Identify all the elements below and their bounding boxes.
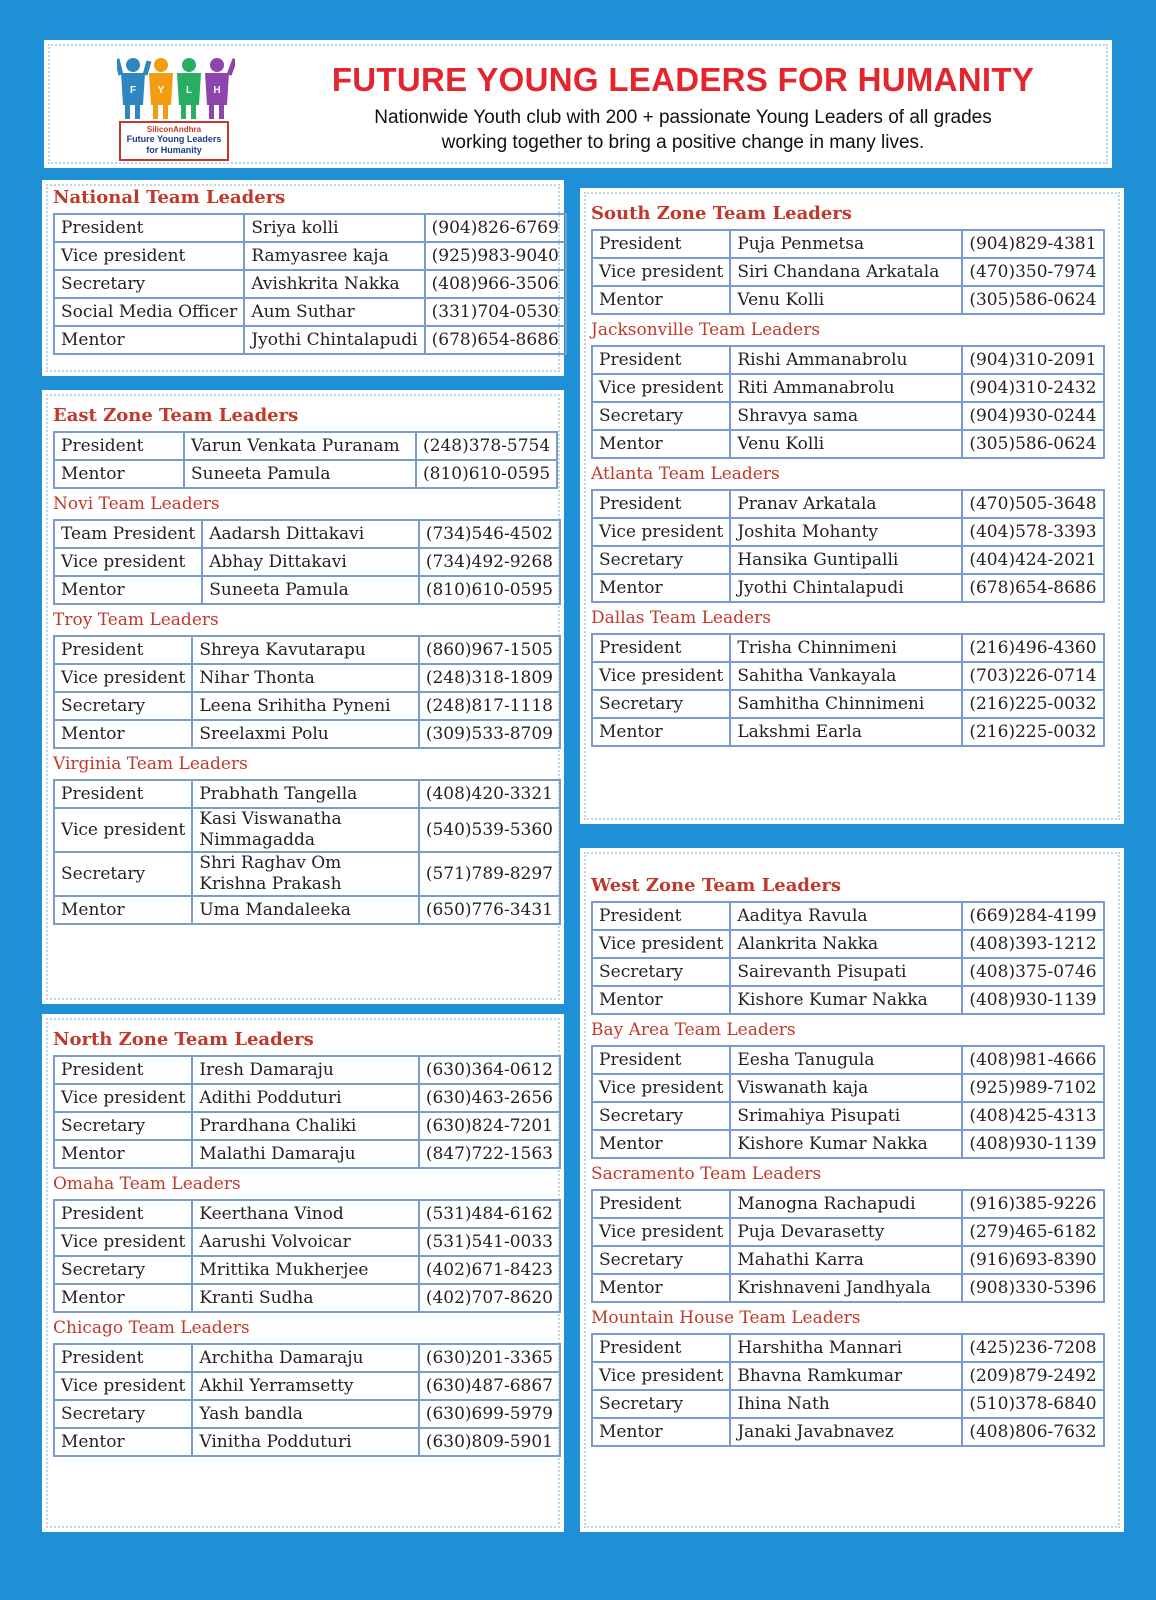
phone-cell: (216)496-4360 <box>962 634 1103 662</box>
table-row <box>592 258 1104 286</box>
logo-letter-y: Y <box>157 85 165 96</box>
phone-cell: (408)393-1212 <box>962 930 1103 958</box>
south-leaders-table <box>591 229 1105 315</box>
role-cell: Secretary <box>592 690 730 718</box>
page-subtitle-line-2: working together to bring a positive change in many lives. <box>441 132 925 153</box>
phone-cell: (425)236-7208 <box>962 1334 1103 1362</box>
role-cell: Vice president <box>592 1218 730 1246</box>
logo-tagline-1: Future Young Leaders <box>126 134 222 144</box>
table-row <box>592 986 1104 1014</box>
role-cell: President <box>54 1344 192 1372</box>
sacramento-team-leaders-table <box>591 1189 1105 1303</box>
role-cell: Mentor <box>54 896 192 924</box>
name-cell: Sahitha Vankayala <box>730 662 962 690</box>
table-row <box>54 326 566 354</box>
atlanta-team-leaders-title: Atlanta Team Leaders <box>591 464 780 484</box>
role-cell: Secretary <box>592 546 730 574</box>
phone-cell: (650)776-3431 <box>419 896 560 924</box>
phone-cell: (904)310-2432 <box>962 374 1103 402</box>
table-row <box>54 780 560 808</box>
phone-cell: (669)284-4199 <box>962 902 1103 930</box>
role-cell: Mentor <box>592 1130 730 1158</box>
bay-area-team-leaders-title: Bay Area Team Leaders <box>591 1020 796 1040</box>
table-row <box>54 298 566 326</box>
name-cell: Lakshmi Earla <box>730 718 962 746</box>
table-row <box>54 636 560 664</box>
page-subtitle-line-1: Nationwide Youth club with 200 + passionate Young Leaders of all grades <box>374 107 992 128</box>
phone-cell: (916)385-9226 <box>962 1190 1103 1218</box>
east-zone-card <box>42 390 564 1004</box>
name-cell: Trisha Chinnimeni <box>730 634 962 662</box>
table-row <box>54 460 557 488</box>
table-row <box>592 902 1104 930</box>
name-cell: Puja Penmetsa <box>730 230 962 258</box>
name-cell: Uma Mandaleeka <box>192 896 418 924</box>
name-cell: Abhay Dittakavi <box>202 548 419 576</box>
name-cell: Manogna Rachapudi <box>730 1190 962 1218</box>
mountain-house-team-leaders-table <box>591 1333 1105 1447</box>
phone-cell: (810)610-0595 <box>416 460 557 488</box>
phone-cell: (279)465-6182 <box>962 1218 1103 1246</box>
role-cell: President <box>592 902 730 930</box>
table-row <box>54 720 560 748</box>
name-cell: Alankrita Nakka <box>730 930 962 958</box>
role-cell: President <box>54 1056 192 1084</box>
name-cell: Hansika Guntipalli <box>730 546 962 574</box>
role-cell: President <box>592 1190 730 1218</box>
phone-cell: (904)826-6769 <box>425 214 566 242</box>
omaha-team-leaders-title: Omaha Team Leaders <box>53 1174 241 1194</box>
role-cell: Mentor <box>592 986 730 1014</box>
east-zone-title: East Zone Team Leaders <box>53 405 299 426</box>
phone-cell: (860)967-1505 <box>419 636 560 664</box>
table-row <box>592 690 1104 718</box>
role-cell: Secretary <box>54 1256 192 1284</box>
table-row <box>592 1334 1104 1362</box>
phone-cell: (925)989-7102 <box>962 1074 1103 1102</box>
role-cell: Mentor <box>592 1418 730 1446</box>
phone-cell: (904)310-2091 <box>962 346 1103 374</box>
header-banner <box>44 40 1112 168</box>
table-row <box>592 1390 1104 1418</box>
table-row <box>592 286 1104 314</box>
table-row <box>54 852 560 896</box>
table-row <box>54 664 560 692</box>
role-cell: President <box>592 634 730 662</box>
troy-team-leaders-title: Troy Team Leaders <box>53 610 219 630</box>
role-cell: Vice president <box>54 664 192 692</box>
table-row <box>592 574 1104 602</box>
logo-tagline-2: for Humanity <box>146 145 202 155</box>
name-cell: Riti Ammanabrolu <box>730 374 962 402</box>
table-row <box>592 1418 1104 1446</box>
phone-cell: (904)930-0244 <box>962 402 1103 430</box>
name-cell: Yash bandla <box>192 1400 418 1428</box>
name-cell: Suneeta Pamula <box>184 460 416 488</box>
role-cell: Mentor <box>54 326 244 354</box>
fylh-logo <box>117 55 235 163</box>
role-cell: President <box>54 1200 192 1228</box>
name-cell: Kranti Sudha <box>192 1284 418 1312</box>
name-cell: Shreya Kavutarapu <box>192 636 418 664</box>
phone-cell: (678)654-8686 <box>425 326 566 354</box>
role-cell: President <box>592 230 730 258</box>
dallas-team-leaders-title: Dallas Team Leaders <box>591 608 771 628</box>
table-row <box>54 1400 560 1428</box>
name-cell: Samhitha Chinnimeni <box>730 690 962 718</box>
role-cell: Team President <box>54 520 202 548</box>
role-cell: Vice president <box>592 930 730 958</box>
name-cell: Architha Damaraju <box>192 1344 418 1372</box>
page-title: FUTURE YOUNG LEADERS FOR HUMANITY <box>331 61 1035 98</box>
role-cell: Secretary <box>54 270 244 298</box>
phone-cell: (734)492-9268 <box>419 548 560 576</box>
role-cell: Vice president <box>592 662 730 690</box>
national-leaders-table <box>53 213 567 355</box>
table-row <box>592 662 1104 690</box>
name-cell: Iresh Damaraju <box>192 1056 418 1084</box>
table-row <box>592 1218 1104 1246</box>
role-cell: President <box>592 490 730 518</box>
role-cell: Secretary <box>54 1400 192 1428</box>
role-cell: Mentor <box>54 1284 192 1312</box>
table-row <box>54 1140 560 1168</box>
name-cell: Malathi Damaraju <box>192 1140 418 1168</box>
role-cell: Mentor <box>54 576 202 604</box>
phone-cell: (408)930-1139 <box>962 986 1103 1014</box>
phone-cell: (331)704-0530 <box>425 298 566 326</box>
table-row <box>592 1102 1104 1130</box>
table-row <box>592 402 1104 430</box>
phone-cell: (847)722-1563 <box>419 1140 560 1168</box>
name-cell: Aadarsh Dittakavi <box>202 520 419 548</box>
table-row <box>592 1046 1104 1074</box>
name-cell: Jyothi Chintalapudi <box>244 326 424 354</box>
phone-cell: (531)541-0033 <box>419 1228 560 1256</box>
role-cell: Vice president <box>592 1362 730 1390</box>
phone-cell: (630)487-6867 <box>419 1372 560 1400</box>
name-cell: Bhavna Ramkumar <box>730 1362 962 1390</box>
table-row <box>592 346 1104 374</box>
table-row <box>54 1056 560 1084</box>
west-leaders-table <box>591 901 1105 1015</box>
role-cell: Vice president <box>54 548 202 576</box>
phone-cell: (470)350-7974 <box>962 258 1103 286</box>
role-cell: Mentor <box>54 460 184 488</box>
table-row <box>54 1372 560 1400</box>
south-zone-card <box>580 188 1124 824</box>
name-cell: Mahathi Karra <box>730 1246 962 1274</box>
name-cell: Nihar Thonta <box>192 664 418 692</box>
phone-cell: (402)707-8620 <box>419 1284 560 1312</box>
name-cell: Harshitha Mannari <box>730 1334 962 1362</box>
phone-cell: (404)578-3393 <box>962 518 1103 546</box>
phone-cell: (408)375-0746 <box>962 958 1103 986</box>
table-row <box>592 518 1104 546</box>
role-cell: Vice president <box>54 1228 192 1256</box>
role-cell: Secretary <box>54 1112 192 1140</box>
role-cell: Vice president <box>54 1372 192 1400</box>
name-cell: Krishnaveni Jandhyala <box>730 1274 962 1302</box>
table-row <box>54 548 560 576</box>
troy-team-leaders-table <box>53 635 561 749</box>
name-cell: Akhil Yerramsetty <box>192 1372 418 1400</box>
table-row <box>54 808 560 852</box>
name-cell: Keerthana Vinod <box>192 1200 418 1228</box>
name-cell: Prabhath Tangella <box>192 780 418 808</box>
phone-cell: (248)318-1809 <box>419 664 560 692</box>
dallas-team-leaders-table <box>591 633 1105 747</box>
table-row <box>54 1200 560 1228</box>
phone-cell: (630)824-7201 <box>419 1112 560 1140</box>
table-row <box>592 958 1104 986</box>
phone-cell: (402)671-8423 <box>419 1256 560 1284</box>
name-cell: Sriya kolli <box>244 214 424 242</box>
virginia-team-leaders-table <box>53 779 561 925</box>
table-row <box>54 1256 560 1284</box>
table-row <box>592 930 1104 958</box>
jacksonville-team-leaders-table <box>591 345 1105 459</box>
name-cell: Shri Raghav Om Krishna Prakash <box>192 852 418 896</box>
table-row <box>592 718 1104 746</box>
table-row <box>54 692 560 720</box>
role-cell: Secretary <box>592 958 730 986</box>
role-cell: Vice president <box>54 242 244 270</box>
omaha-team-leaders-table <box>53 1199 561 1313</box>
phone-cell: (630)809-5901 <box>419 1428 560 1456</box>
name-cell: Sairevanth Pisupati <box>730 958 962 986</box>
table-row <box>592 546 1104 574</box>
west-zone-title: West Zone Team Leaders <box>591 875 842 896</box>
phone-cell: (904)829-4381 <box>962 230 1103 258</box>
phone-cell: (630)699-5979 <box>419 1400 560 1428</box>
name-cell: Aaditya Ravula <box>730 902 962 930</box>
phone-cell: (571)789-8297 <box>419 852 560 896</box>
jacksonville-team-leaders-title: Jacksonville Team Leaders <box>591 320 821 340</box>
table-row <box>54 1228 560 1256</box>
chicago-team-leaders-title: Chicago Team Leaders <box>53 1318 250 1338</box>
name-cell: Srimahiya Pisupati <box>730 1102 962 1130</box>
name-cell: Prardhana Chaliki <box>192 1112 418 1140</box>
name-cell: Mrittika Mukherjee <box>192 1256 418 1284</box>
name-cell: Puja Devarasetty <box>730 1218 962 1246</box>
table-row <box>54 432 557 460</box>
role-cell: Social Media Officer <box>54 298 244 326</box>
phone-cell: (309)533-8709 <box>419 720 560 748</box>
name-cell: Kasi Viswanatha Nimmagadda <box>192 808 418 852</box>
phone-cell: (678)654-8686 <box>962 574 1103 602</box>
table-row <box>592 1190 1104 1218</box>
role-cell: Vice president <box>54 1084 192 1112</box>
role-cell: Secretary <box>54 852 192 896</box>
name-cell: Venu Kolli <box>730 286 962 314</box>
table-row <box>592 634 1104 662</box>
phone-cell: (540)539-5360 <box>419 808 560 852</box>
atlanta-team-leaders-table <box>591 489 1105 603</box>
name-cell: Siri Chandana Arkatala <box>730 258 962 286</box>
phone-cell: (734)546-4502 <box>419 520 560 548</box>
phone-cell: (248)817-1118 <box>419 692 560 720</box>
bay-area-team-leaders-table <box>591 1045 1105 1159</box>
people-figures-icon <box>117 55 235 121</box>
name-cell: Avishkrita Nakka <box>244 270 424 298</box>
table-row <box>592 1074 1104 1102</box>
north-zone-title: North Zone Team Leaders <box>53 1029 314 1050</box>
phone-cell: (916)693-8390 <box>962 1246 1103 1274</box>
table-row <box>54 214 566 242</box>
phone-cell: (408)806-7632 <box>962 1418 1103 1446</box>
table-row <box>592 230 1104 258</box>
name-cell: Joshita Mohanty <box>730 518 962 546</box>
role-cell: President <box>54 214 244 242</box>
table-row <box>592 1362 1104 1390</box>
role-cell: Secretary <box>592 402 730 430</box>
name-cell: Ihina Nath <box>730 1390 962 1418</box>
north-leaders-table <box>53 1055 561 1169</box>
phone-cell: (408)930-1139 <box>962 1130 1103 1158</box>
north-zone-card <box>42 1014 564 1532</box>
novi-team-leaders-table <box>53 519 561 605</box>
name-cell: Viswanath kaja <box>730 1074 962 1102</box>
role-cell: Vice president <box>54 808 192 852</box>
name-cell: Aarushi Volvoicar <box>192 1228 418 1256</box>
phone-cell: (630)463-2656 <box>419 1084 560 1112</box>
table-row <box>592 1274 1104 1302</box>
role-cell: Mentor <box>54 1140 192 1168</box>
role-cell: Secretary <box>592 1390 730 1418</box>
role-cell: President <box>54 780 192 808</box>
role-cell: Vice president <box>592 374 730 402</box>
east-leaders-table <box>53 431 558 489</box>
name-cell: Pranav Arkatala <box>730 490 962 518</box>
phone-cell: (408)425-4313 <box>962 1102 1103 1130</box>
name-cell: Adithi Podduturi <box>192 1084 418 1112</box>
phone-cell: (703)226-0714 <box>962 662 1103 690</box>
phone-cell: (408)981-4666 <box>962 1046 1103 1074</box>
phone-cell: (216)225-0032 <box>962 690 1103 718</box>
phone-cell: (925)983-9040 <box>425 242 566 270</box>
national-zone-title: National Team Leaders <box>53 187 286 208</box>
table-row <box>54 242 566 270</box>
mountain-house-team-leaders-title: Mountain House Team Leaders <box>591 1308 861 1328</box>
name-cell: Kishore Kumar Nakka <box>730 986 962 1014</box>
phone-cell: (470)505-3648 <box>962 490 1103 518</box>
role-cell: President <box>54 636 192 664</box>
table-row <box>54 896 560 924</box>
table-row <box>592 430 1104 458</box>
table-row <box>54 1428 560 1456</box>
name-cell: Ramyasree kaja <box>244 242 424 270</box>
table-row <box>54 576 560 604</box>
table-row <box>54 1112 560 1140</box>
phone-cell: (216)225-0032 <box>962 718 1103 746</box>
name-cell: Venu Kolli <box>730 430 962 458</box>
role-cell: Vice president <box>592 258 730 286</box>
phone-cell: (810)610-0595 <box>419 576 560 604</box>
novi-team-leaders-title: Novi Team Leaders <box>53 494 220 514</box>
role-cell: Vice president <box>592 1074 730 1102</box>
name-cell: Jyothi Chintalapudi <box>730 574 962 602</box>
name-cell: Janaki Javabnavez <box>730 1418 962 1446</box>
phone-cell: (305)586-0624 <box>962 430 1103 458</box>
phone-cell: (404)424-2021 <box>962 546 1103 574</box>
phone-cell: (531)484-6162 <box>419 1200 560 1228</box>
national-team-card <box>42 180 564 376</box>
name-cell: Varun Venkata Puranam <box>184 432 416 460</box>
table-row <box>592 1130 1104 1158</box>
name-cell: Shravya sama <box>730 402 962 430</box>
phone-cell: (630)364-0612 <box>419 1056 560 1084</box>
role-cell: President <box>592 1046 730 1074</box>
west-zone-card <box>580 848 1124 1532</box>
phone-cell: (630)201-3365 <box>419 1344 560 1372</box>
role-cell: President <box>592 346 730 374</box>
name-cell: Leena Srihitha Pyneni <box>192 692 418 720</box>
name-cell: Vinitha Podduturi <box>192 1428 418 1456</box>
name-cell: Kishore Kumar Nakka <box>730 1130 962 1158</box>
sacramento-team-leaders-title: Sacramento Team Leaders <box>591 1164 822 1184</box>
logo-letter-f: F <box>129 85 137 96</box>
table-row <box>54 270 566 298</box>
role-cell: Mentor <box>592 286 730 314</box>
table-row <box>592 374 1104 402</box>
virginia-team-leaders-title: Virginia Team Leaders <box>53 754 248 774</box>
name-cell: Suneeta Pamula <box>202 576 419 604</box>
table-row <box>54 1084 560 1112</box>
role-cell: Vice president <box>592 518 730 546</box>
table-row <box>592 490 1104 518</box>
logo-letter-h: H <box>213 85 221 96</box>
chicago-team-leaders-table <box>53 1343 561 1457</box>
role-cell: President <box>54 432 184 460</box>
role-cell: Mentor <box>592 430 730 458</box>
name-cell: Rishi Ammanabrolu <box>730 346 962 374</box>
name-cell: Aum Suthar <box>244 298 424 326</box>
phone-cell: (408)966-3506 <box>425 270 566 298</box>
role-cell: Mentor <box>592 1274 730 1302</box>
table-row <box>54 1344 560 1372</box>
role-cell: Mentor <box>592 718 730 746</box>
phone-cell: (305)586-0624 <box>962 286 1103 314</box>
phone-cell: (209)879-2492 <box>962 1362 1103 1390</box>
phone-cell: (248)378-5754 <box>416 432 557 460</box>
logo-label-box <box>119 121 229 161</box>
role-cell: Mentor <box>54 720 192 748</box>
name-cell: Sreelaxmi Polu <box>192 720 418 748</box>
role-cell: Mentor <box>592 574 730 602</box>
phone-cell: (908)330-5396 <box>962 1274 1103 1302</box>
phone-cell: (408)420-3321 <box>419 780 560 808</box>
role-cell: Secretary <box>592 1102 730 1130</box>
name-cell: Eesha Tanugula <box>730 1046 962 1074</box>
role-cell: Mentor <box>54 1428 192 1456</box>
logo-letter-l: L <box>185 85 193 96</box>
table-row <box>54 520 560 548</box>
table-row <box>54 1284 560 1312</box>
role-cell: Secretary <box>592 1246 730 1274</box>
role-cell: Secretary <box>54 692 192 720</box>
phone-cell: (510)378-6840 <box>962 1390 1103 1418</box>
south-zone-title: South Zone Team Leaders <box>591 203 852 224</box>
logo-brand: SiliconAndhra <box>146 125 202 134</box>
role-cell: President <box>592 1334 730 1362</box>
table-row <box>592 1246 1104 1274</box>
